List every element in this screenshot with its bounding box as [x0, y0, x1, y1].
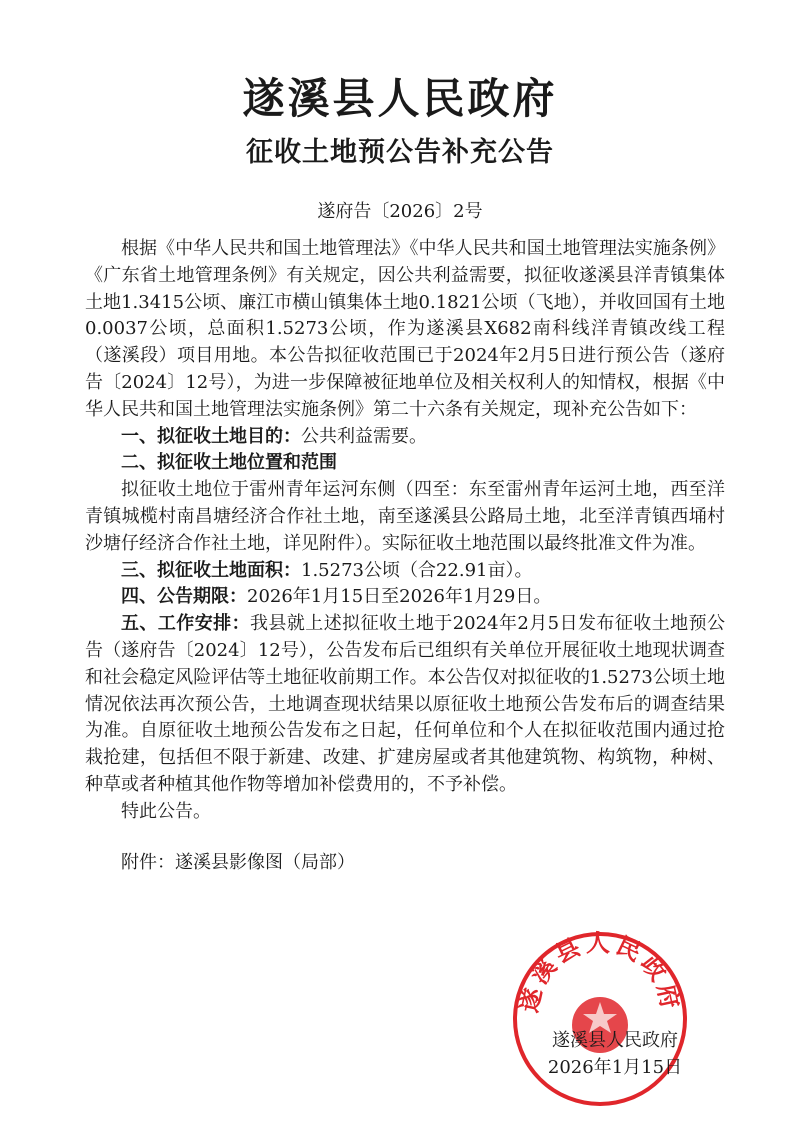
document-number: 遂府告〔2026〕2号 [317, 201, 483, 222]
section-4 [85, 584, 725, 611]
section-5-heading: 五、工作安排： [121, 613, 250, 635]
section-5-text: 我县就上述拟征收土地于2024年2月5日发布征收土地预公告（遂府告〔2024〕12号），公告发布后已组织有关单位开展征收土地现状调查和社会稳定风险评估等土地征收前期工作。本公告仅对拟征收的1.5273公顷土地情况依法再次预公告，土地调查现状结果以原征收土地预公告发布后的调查结果为准。自原征收土地预公告发布之日起，任何单位和个人在拟征收范围内通过抢栽抢建，包括但不限于新建、改建、扩建房屋或者其他建筑物、构筑物，种树、种草或者种植其他作物等增加补偿费用的，不予补偿。 [85, 613, 725, 795]
signature-organization: 遂溪县人民政府 [552, 1030, 678, 1051]
section-1-text: 公共利益需要。 [301, 425, 427, 447]
section-3-heading: 三、拟征收土地面积： [121, 559, 301, 581]
section-3-text: 1.5273公顷（合22.91亩）。 [301, 559, 533, 581]
closing-text: 特此公告。 [121, 800, 211, 822]
section-3 [85, 558, 725, 585]
section-1 [85, 424, 725, 451]
attachment-note: 附件：遂溪县影像图（局部） [121, 851, 355, 873]
section-1-heading: 一、拟征收土地目的： [121, 425, 301, 447]
section-2-heading: 二、拟征收土地位置和范围 [121, 452, 337, 474]
seal-text: 遂溪县人民政府 [514, 930, 686, 1015]
document-subtitle: 征收土地预公告补充公告 [246, 137, 554, 168]
document-body [85, 236, 725, 876]
seal-icon [511, 930, 689, 1108]
section-4-heading: 四、公告期限： [121, 586, 247, 608]
official-seal [511, 930, 689, 1108]
section-2-text: 拟征收土地位于雷州青年运河东侧（四至：东至雷州青年运河土地，西至洋青镇城榄村南昌塘经济合作社土地，南至遂溪县公路局土地，北至洋青镇西埇村沙塘仔经济合作社土地，详见附件）。实际征收土地范围以最终批准文件为准。 [85, 479, 725, 554]
document-title: 遂溪县人民政府 [242, 74, 558, 123]
section-5 [85, 611, 725, 799]
section-2-heading-line [85, 450, 725, 477]
section-4-text: 2026年1月15日至2026年1月29日。 [247, 586, 552, 608]
intro-paragraph: 根据《中华人民共和国土地管理法》《中华人民共和国土地管理法实施条例》《广东省土地管理条例》有关规定，因公共利益需要，拟征收遂溪县洋青镇集体土地1.3415公顷、廉江市横山镇集体土地0.1821公顷（飞地），并收回国有土地0.0037公顷，总面积1.5273公顷，作为遂溪县X682南科线洋青镇改线工程（遂溪段）项目用地。本公告拟征收范围已于2024年2月5日进行预公告（遂府告〔2024〕12号），为进一步保障被征地单位及相关权利人的知情权，根据《中华人民共和国土地管理法实施条例》第二十六条有关规定，现补充公告如下： [85, 238, 725, 420]
signature-date: 2026年1月15日 [547, 1057, 683, 1078]
